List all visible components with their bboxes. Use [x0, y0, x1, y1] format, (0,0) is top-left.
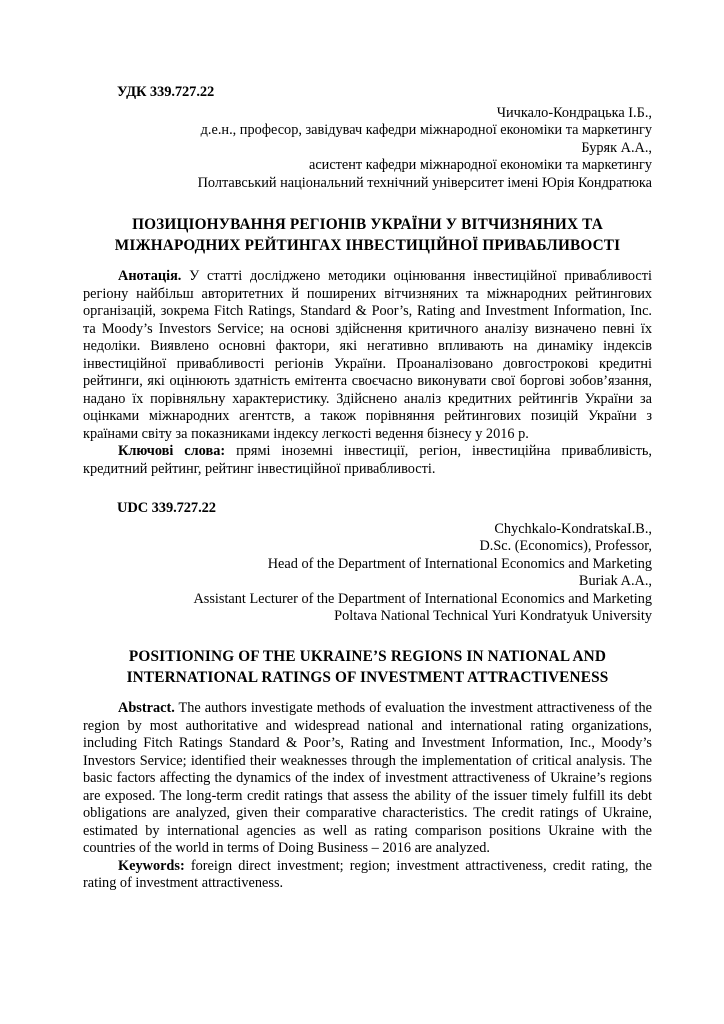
abstract-body-english: The authors investigate methods of evaluation the investment attractiveness of the region by most authoritative and widespread national and international rating organizations, including Fitch Ratings Standard & Poor’s, Rating and Investment Information, Inc., Moody’s Investors Service; identified their weaknesses through the implementation of critical analysis. The basic factors affecting the dynamics of the index of investment attractiveness of Ukraine’s regions are exposed. The long-term credit ratings that assess the ability of the issuer timely fulfill its debt obligations are analyzed, given their comparative characteristics. The credit ratings of Ukraine, estimated by international agencies as well as rating comparison positions Ukraine with the countries of the world in terms of Doing Business – 2016 are analyzed.: [83, 700, 652, 857]
udc-code-english: UDC 339.727.22: [117, 500, 216, 517]
keywords-label-ukrainian: Ключові слова:: [118, 443, 226, 460]
author-name-line: Чичкало-Кондрацька І.Б.,: [496, 105, 652, 121]
author-byline-ukrainian: [83, 105, 652, 192]
title-line: ПОЗИЦІОНУВАННЯ РЕГІОНІВ УКРАЇНИ У ВІТЧИЗНЯНИХ ТА: [132, 216, 603, 234]
author-name-line: Буряк А.А.,: [581, 139, 652, 156]
ukrainian-section: [83, 84, 652, 478]
author-degree-line: D.Sc. (Economics), Professor,: [479, 538, 652, 555]
university-line: Полтавський національний технічний університет імені Юрія Кондратюка: [197, 174, 652, 191]
author-byline-english: [83, 521, 652, 625]
english-section: [83, 500, 652, 893]
keywords-body-ukrainian: прямі іноземні інвестиції, регіон, інвестиційна привабливість, кредитний рейтинг, рейтинг інвестиційної привабливості.: [83, 443, 652, 477]
title-line: INTERNATIONAL RATINGS OF INVESTMENT ATTRACTIVENESS: [126, 669, 609, 687]
keywords-paragraph-english: [83, 858, 652, 893]
page-title-english: [83, 646, 652, 688]
author-affiliation-line: Assistant Lecturer of the Department of International Economics and Marketing: [193, 590, 652, 607]
abstract-label-english: Abstract.: [118, 700, 175, 717]
keywords-paragraph-ukrainian: [83, 443, 652, 478]
author-name-line: Buriak A.A.,: [578, 573, 652, 590]
author-affiliation-line: асистент кафедри міжнародної економіки та маркетингу: [308, 157, 652, 174]
university-line: Poltava National Technical Yuri Kondratyuk University: [334, 608, 652, 625]
udc-code-ukrainian: УДК 339.727.22: [117, 84, 215, 100]
title-line: МІЖНАРОДНИХ РЕЙТИНГАХ ІНВЕСТИЦІЙНОЇ ПРИВАБЛИВОСТІ: [114, 237, 621, 255]
document-content: [83, 84, 652, 893]
abstract-body-ukrainian: У статті досліджено методики оцінювання інвестиційної привабливості регіону найбільш авторитетних й поширених вітчизняних та міжнародних рейтингових організацій, зокрема Fitch Ratings, Standard & Poor’s, Rating and Investment Information, Inc. та Moody’s Investors Service; на основі здійснення критичного аналізу визначено певні їх недоліки. Виявлено основні фактори, які негативно впливають на динаміку індексів інвестиційної привабливості регіонів України. Проаналізовано довгострокові кредитні рейтинги, які оцінюють здатність емітента своєчасно виконувати свої боргові зобов’язання, надано їх порівняльну характеристику. Здійснено аналіз кредитних рейтингів України за оцінками міжнародних агентств, а також порівняння рейтингових позицій України з країнами світу за показниками індексу легкості ведення бізнесу у 2016 р.: [83, 268, 652, 442]
abstract-label-ukrainian: Анотація.: [118, 268, 182, 285]
keywords-body-english: foreign direct investment; region; investment attractiveness, credit rating, the rating of investment attractiveness.: [83, 857, 652, 892]
abstract-paragraph-english: [83, 700, 652, 858]
author-name-line: Chychkalo-KondratskaI.B.,: [494, 521, 652, 538]
author-affiliation-line: д.е.н., професор, завідувач кафедри міжнародної економіки та маркетингу: [200, 122, 652, 139]
page-title-ukrainian: [83, 214, 652, 256]
keywords-label-english: Keywords:: [118, 857, 185, 874]
author-affiliation-line: Head of the Department of International Economics and Marketing: [267, 555, 652, 572]
abstract-paragraph-ukrainian: [83, 268, 652, 443]
title-line: POSITIONING OF THE UKRAINE’S REGIONS IN NATIONAL AND: [128, 648, 607, 666]
